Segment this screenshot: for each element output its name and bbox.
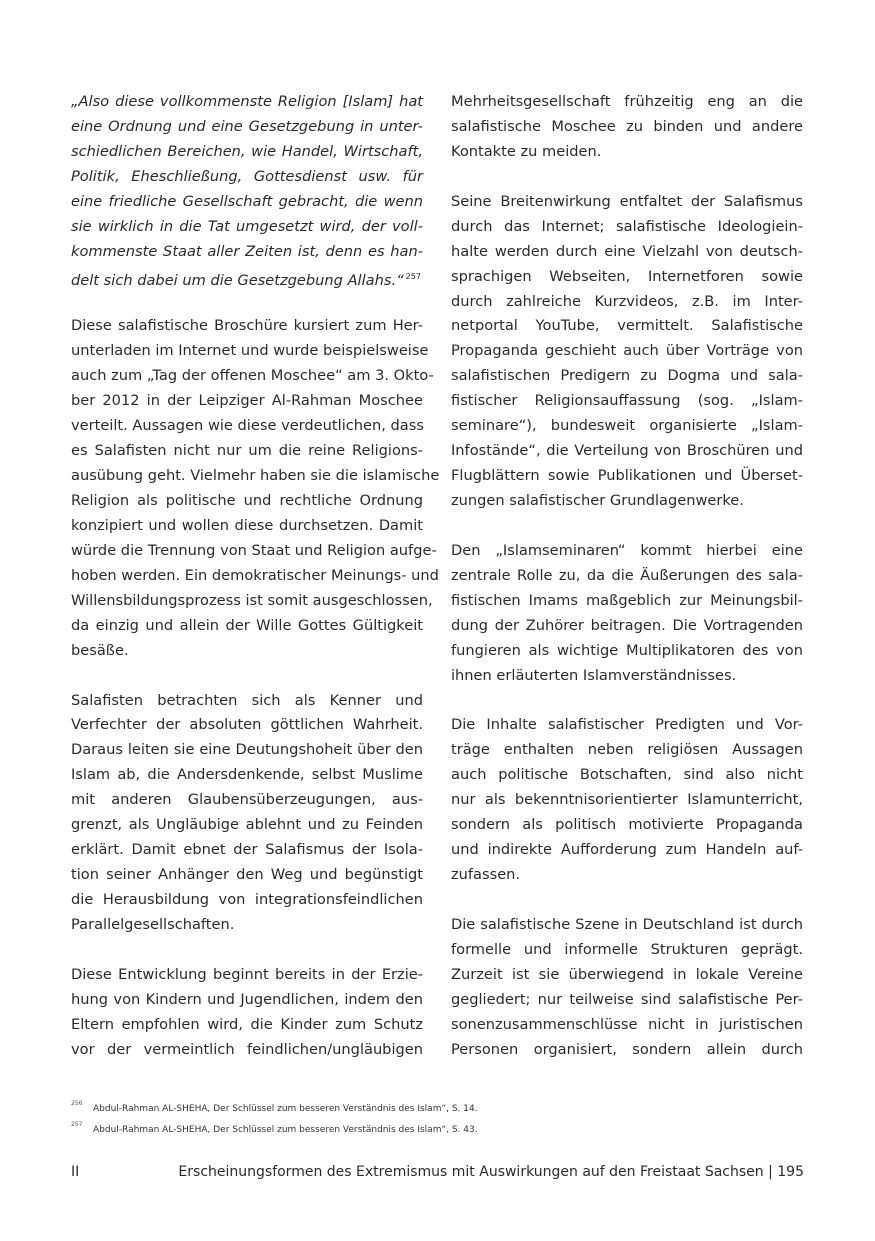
text-line: auch zum „Tag der offenen Moschee“ am 3. Okto- bbox=[71, 367, 434, 385]
text-line: tion seiner Anhänger den Weg und begünstigt bbox=[71, 866, 423, 884]
text-line: Propaganda geschieht auch über Vorträge von bbox=[451, 342, 803, 360]
text-line: Seine Breitenwirkung entfaltet der Salafismus bbox=[451, 192, 803, 210]
text-line: Verfechter der absoluten göttlichen Wahrheit. bbox=[71, 716, 423, 734]
text-line: ihnen erläuterten Islamverständnisses. bbox=[451, 666, 737, 684]
text-line: formelle und informelle Strukturen geprägt. bbox=[451, 940, 803, 958]
footnote-text: Abdul-Rahman AL-SHEHA, Der Schlüssel zum besseren Verständnis des Islam“, S. 14. bbox=[93, 1103, 478, 1114]
text-line: zungen salafistischer Grundlagenwerke. bbox=[451, 492, 744, 509]
text-line: zentrale Rolle zu, da die Äußerungen des sala- bbox=[451, 566, 803, 584]
text-line: durch zahlreiche Kurzvideos, z.B. im Inter- bbox=[451, 292, 803, 310]
text-line: gegliedert; nur teilweise sind salafistische Per- bbox=[451, 990, 803, 1008]
text-line: besäße. bbox=[71, 641, 129, 659]
footnotes bbox=[71, 1098, 804, 1140]
text-line: Kontakte zu meiden. bbox=[451, 142, 602, 160]
text-line: fungieren als wichtige Multiplikatoren des von bbox=[451, 641, 803, 659]
text-line: Die salafistische Szene in Deutschland ist durch bbox=[451, 915, 803, 933]
text-line: hung von Kindern und Jugendlichen, indem den bbox=[71, 990, 423, 1008]
paragraph-gap bbox=[451, 888, 803, 913]
running-title: Erscheinungsformen des Extremismus mit Auswirkungen auf den Freistaat Sachsen | 195 bbox=[178, 1164, 804, 1180]
left-column bbox=[71, 90, 440, 1063]
paragraph bbox=[451, 539, 803, 689]
text-line: würde die Trennung von Staat und Religion aufge- bbox=[71, 541, 437, 559]
text-line: dung der Zuhörer beitragen. Die Vortragenden bbox=[451, 616, 803, 634]
text-line: ber 2012 in der Leipziger Al-Rahman Moschee bbox=[71, 392, 423, 410]
text-line: seminare“), bundesweit organisierte „Islam- bbox=[451, 417, 803, 435]
text-line: Infostände“, die Verteilung von Broschüren und bbox=[451, 442, 803, 460]
text-line: auch politische Botschaften, sind also nicht bbox=[451, 766, 803, 784]
paragraph bbox=[451, 713, 803, 888]
quote-line-text: delt sich dabei um die Gesetzgebung Allahs.“ bbox=[71, 271, 404, 289]
text-line: vor der vermeintlich feindlichen/ungläubigen bbox=[71, 1040, 423, 1058]
footnote-text: Abdul-Rahman AL-SHEHA, Der Schlüssel zum besseren Verständnis des Islam“, S. 43. bbox=[93, 1124, 478, 1135]
text-line: Den „Islamseminaren“ kommt hierbei eine bbox=[451, 541, 803, 559]
text-line: durch das Internet; salafistische Ideologiein- bbox=[451, 217, 803, 235]
text-line: verteilt. Aussagen wie diese verdeutlichen, dass bbox=[71, 417, 424, 435]
text-line: Zurzeit ist sie überwiegend in lokale Vereine bbox=[451, 965, 803, 983]
text-line: sonenzusammenschlüsse nicht in juristischen bbox=[451, 1015, 803, 1033]
text-line: Willensbildungsprozess ist somit ausgeschlossen, bbox=[71, 591, 433, 609]
text-line: hoben werden. Ein demokratischer Meinungs- und bbox=[71, 566, 439, 584]
text-line: Salafisten betrachten sich als Kenner und bbox=[71, 691, 423, 709]
quote-line: eine Ordnung und eine Gesetzgebung in unter- bbox=[71, 117, 423, 135]
text-line: konzipiert und wollen diese durchsetzen. Damit bbox=[71, 516, 423, 534]
quote-line: sie wirklich in die Tat umgesetzt wird, der voll- bbox=[71, 217, 423, 235]
paragraph-gap bbox=[71, 290, 423, 315]
text-line: salafistischen Predigern zu Dogma und sala- bbox=[451, 367, 803, 385]
quote-line: schiedlichen Bereichen, wie Handel, Wirtschaft, bbox=[71, 142, 423, 160]
text-line: Mehrheitsgesellschaft frühzeitig eng an die bbox=[451, 93, 803, 110]
text-line: sprachigen Webseiten, Internetforen sowie bbox=[451, 267, 803, 285]
text-line: Flugblättern sowie Publikationen und Überset- bbox=[451, 467, 803, 485]
text-line: Parallelgesellschaften. bbox=[71, 915, 235, 933]
footnote-number: 256 bbox=[71, 1100, 83, 1107]
paragraph bbox=[451, 913, 803, 1063]
text-line: netportal YouTube, vermittelt. Salafistische bbox=[451, 317, 803, 335]
text-line: grenzt, als Ungläubige ablehnt und zu Feinden bbox=[71, 816, 423, 834]
text-line: nur als bekenntnisorientierter Islamunterricht, bbox=[451, 791, 803, 809]
right-column bbox=[451, 90, 803, 1063]
footnote-ref[interactable]: 257 bbox=[405, 271, 421, 281]
text-line: träge enthalten neben religiösen Aussagen bbox=[451, 741, 803, 759]
paragraph-gap bbox=[451, 689, 803, 714]
text-line: Diese salafistische Broschüre kursiert zum Her- bbox=[71, 317, 423, 335]
text-line: erklärt. Damit ebnet der Salafismus der Isola- bbox=[71, 841, 423, 859]
chapter-number: II bbox=[71, 1164, 80, 1180]
quote-line: Politik, Eheschließung, Gottesdienst usw. für bbox=[71, 167, 423, 185]
paragraph bbox=[451, 90, 803, 165]
paragraph bbox=[71, 314, 440, 663]
text-line: unterladen im Internet und wurde beispielsweise bbox=[71, 342, 429, 360]
text-line: sondern als politisch motivierte Propaganda bbox=[451, 816, 803, 834]
quote-line: eine friedliche Gesellschaft gebracht, die wenn bbox=[71, 192, 423, 210]
paragraph-gap bbox=[71, 664, 423, 689]
text-line: fistischen Imams maßgeblich zur Meinungsbil- bbox=[451, 591, 803, 609]
text-line: Die Inhalte salafistischer Predigten und Vor- bbox=[451, 716, 803, 734]
text-line: fistischer Religionsauffassung (sog. „Islam- bbox=[451, 392, 803, 410]
quote-block bbox=[71, 90, 423, 290]
text-line: und indirekte Aufforderung zum Handeln auf- bbox=[451, 841, 803, 859]
text-line: salafistische Moschee zu binden und andere bbox=[451, 117, 803, 135]
text-line: Daraus leiten sie eine Deutungshoheit über den bbox=[71, 741, 423, 759]
paragraph-gap bbox=[451, 165, 803, 190]
text-line: Diese Entwicklung beginnt bereits in der Erzie- bbox=[71, 965, 423, 983]
footnote-number: 257 bbox=[71, 1121, 83, 1128]
paragraph bbox=[71, 963, 423, 1063]
text-line: Personen organisiert, sondern allein durch bbox=[451, 1040, 803, 1058]
text-line: Eltern empfohlen wird, die Kinder zum Schutz bbox=[71, 1015, 423, 1033]
text-line: Islam ab, die Andersdenkende, selbst Muslime bbox=[71, 766, 423, 784]
quote-line: kommenste Staat aller Zeiten ist, denn es han- bbox=[71, 242, 423, 260]
footnote bbox=[71, 1119, 804, 1140]
quote-line-last bbox=[71, 265, 423, 290]
footnote bbox=[71, 1098, 804, 1119]
text-line: mit anderen Glaubensüberzeugungen, aus- bbox=[71, 791, 423, 809]
paragraph-gap bbox=[71, 938, 423, 963]
paragraph bbox=[451, 190, 803, 514]
text-line: zufassen. bbox=[451, 866, 521, 884]
text-line: halte werden durch eine Vielzahl von deutsch- bbox=[451, 242, 803, 260]
text-line: ausübung geht. Vielmehr haben sie die islamische bbox=[71, 467, 440, 485]
text-line: es Salafisten nicht nur um die reine Religions- bbox=[71, 442, 423, 460]
text-line: die Herausbildung von integrationsfeindlichen bbox=[71, 891, 423, 908]
paragraph-gap bbox=[451, 514, 803, 539]
text-line: da einzig und allein der Wille Gottes Gültigkeit bbox=[71, 616, 423, 634]
paragraph bbox=[71, 689, 423, 938]
text-line: Religion als politische und rechtliche Ordnung bbox=[71, 492, 423, 509]
quote-line: „Also diese vollkommenste Religion [Islam] hat bbox=[71, 93, 423, 110]
